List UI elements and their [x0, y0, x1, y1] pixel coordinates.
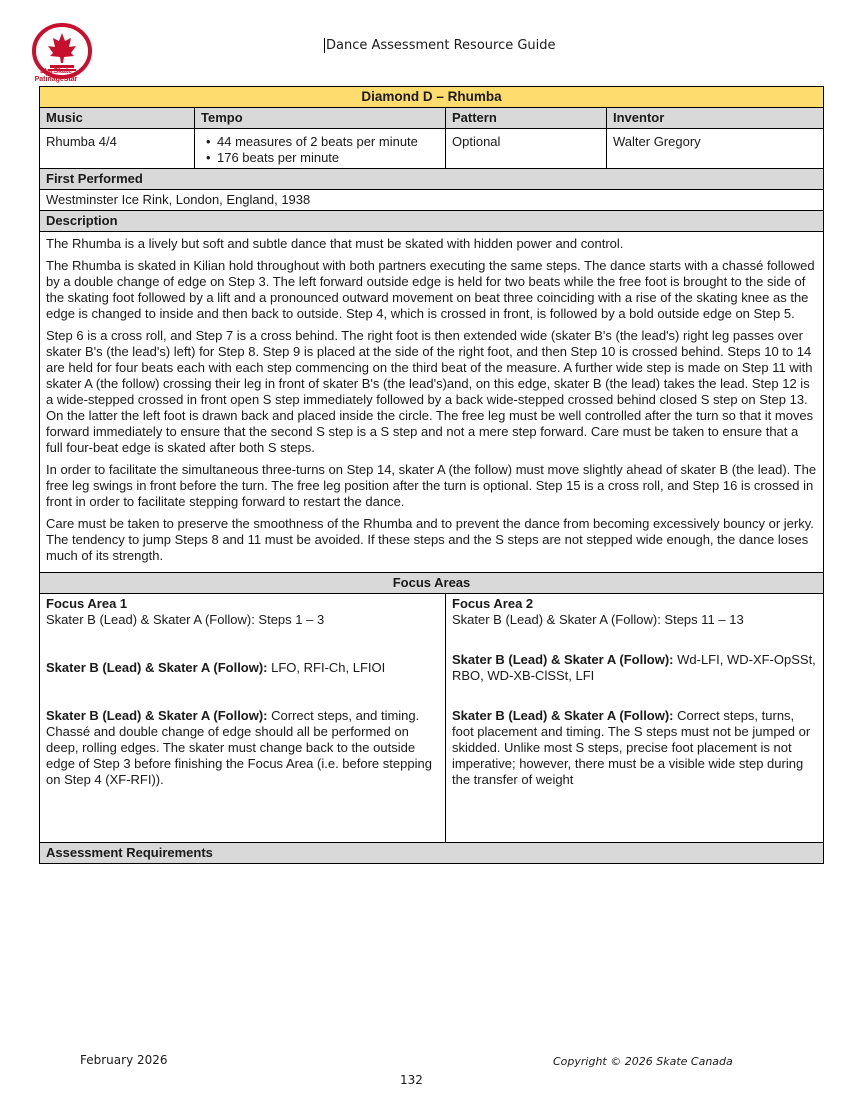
focus-area-2-criteria-text: Correct steps, turns, foot placement and timing. The S steps must not be jumped or skidded. Unlike most S steps, precise foot placement is not imperative; however, there must be a visible wide step during the transfer of weight: [452, 708, 811, 787]
focus-area-2-title: Focus Area 2: [452, 596, 534, 611]
focus-area-2-subtitle: Skater B (Lead) & Skater A (Follow): Steps 11 – 13: [452, 612, 744, 627]
tempo-item: • 44 measures of 2 beats per minute: [211, 134, 439, 150]
focus-area-1: [40, 594, 446, 843]
first-performed-label: First Performed: [40, 169, 824, 190]
tempo-value: [195, 129, 446, 169]
focus-area-1-steps-text: LFO, RFI-Ch, LFIOI: [267, 660, 386, 675]
tempo-item: • 176 beats per minute: [211, 150, 439, 166]
description-paragraph: Care must be taken to preserve the smoothness of the Rhumba and to prevent the dance from becoming excessively bouncy or jerky. The tendency to jump Steps 8 and 11 must be avoided. If these steps and the S steps are not stepped wide enough, the dance loses much of its strength.: [46, 516, 814, 563]
inventor-value: Walter Gregory: [607, 129, 824, 169]
inventor-label: Inventor: [607, 108, 824, 129]
focus-area-1-steps-label: Skater B (Lead) & Skater A (Follow):: [46, 660, 268, 675]
music-value: Rhumba 4/4: [40, 129, 195, 169]
tempo-label: Tempo: [195, 108, 446, 129]
description-paragraph: Step 6 is a cross roll, and Step 7 is a cross behind. The right foot is then extended wide (skater B's (the lead's) right leg passes over skater B's (the lead's) left) for Step 8. Step 9 is placed at the side of the right foot, and then Step 10 is crossed behind. Steps 10 to 14 are held for four beats each with each step commencing on the third beat of the measure. A further wide step is made on Step 11 with skater A (the follow) crossing their leg in front of skater B's (the lead's)and, on this edge, skater B (the lead) takes the lead. Step 12 is a wide-stepped crossed in front open S step immediately followed by a back wide-stepped crossed behind closed S step on Step 13. On the latter the left foot is drawn back and placed inside the circle. The free leg must be well controlled after the turn so that it moves forward immediately to ensure that the second S step is a S step and not a mere step forward. Care must be taken to ensure that a full four-beat edge is skated after both S steps.: [46, 328, 814, 455]
pattern-value: Optional: [446, 129, 607, 169]
description-label: Description: [40, 211, 824, 232]
focus-area-1-steps: [46, 660, 439, 676]
focus-areas-label: Focus Areas: [40, 573, 824, 594]
description-paragraph: In order to facilitate the simultaneous three-turns on Step 14, skater A (the follow) must move slightly ahead of skater B (the lead). The free leg swings in front before the turn. The free leg position after the turn is optional. Step 15 is a cross roll, and Step 16 is crossed in front in order to facilitate stepping forward to restart the dance.: [46, 462, 817, 509]
focus-area-1-criteria: [46, 708, 439, 788]
pattern-label: Pattern: [446, 108, 607, 129]
focus-area-2-steps-label: Skater B (Lead) & Skater A (Follow):: [452, 652, 674, 667]
footer-copyright: Copyright © 2026 Skate Canada: [553, 1055, 733, 1068]
page-number: 132: [400, 1073, 423, 1087]
focus-area-1-criteria-label: Skater B (Lead) & Skater A (Follow):: [46, 708, 268, 723]
description-paragraph: The Rhumba is a lively but soft and subtle dance that must be skated with hidden power and control.: [46, 236, 624, 251]
focus-area-1-criteria-text: Correct steps, and timing. Chassé and double change of edge should all be performed on deep, rolling edges. The skater must change back to the outside edge of Step 3 before finishing the Focus Area (i.e. before stepping on Step 4 (XF-RFI)).: [46, 708, 432, 787]
footer-date: February 2026: [80, 1053, 168, 1067]
focus-area-2-steps-text: Wd-LFI, WD-XF-OpSSt, RBO, WD-XB-ClSSt, LFI: [452, 652, 816, 683]
focus-area-2-steps: [452, 652, 817, 684]
assessment-requirements-label: Assessment Requirements: [40, 843, 824, 864]
first-performed-value: Westminster Ice Rink, London, England, 1938: [40, 190, 824, 211]
dance-info-table: [39, 86, 824, 864]
focus-area-1-subtitle: Skater B (Lead) & Skater A (Follow): Steps 1 – 3: [46, 612, 325, 627]
focus-area-2-criteria-label: Skater B (Lead) & Skater A (Follow):: [452, 708, 674, 723]
focus-area-2: [446, 594, 824, 843]
focus-area-1-title: Focus Area 1: [46, 596, 128, 611]
description-paragraph: The Rhumba is skated in Kilian hold throughout with both partners executing the same steps. The dance starts with a chassé followed by a double change of edge on Step 3. The left forward outside edge is held for two beats while the free foot is brought to the side of the skating foot followed by a lift and a pronounced outward movement on beat three coinciding with a rise of the skating knee as the edge is changed to inside and then back to outside. Step 4, which is crossed in front, is followed by a bold outside edge on Step 5.: [46, 258, 815, 321]
dance-title: Diamond D – Rhumba: [40, 87, 824, 108]
focus-area-2-criteria: [452, 708, 817, 788]
description-body: [40, 232, 824, 573]
document-header-title: Dance Assessment Resource Guide: [326, 38, 556, 53]
logo-text: StarSkate PatinageStar: [34, 68, 78, 83]
music-label: Music: [40, 108, 195, 129]
